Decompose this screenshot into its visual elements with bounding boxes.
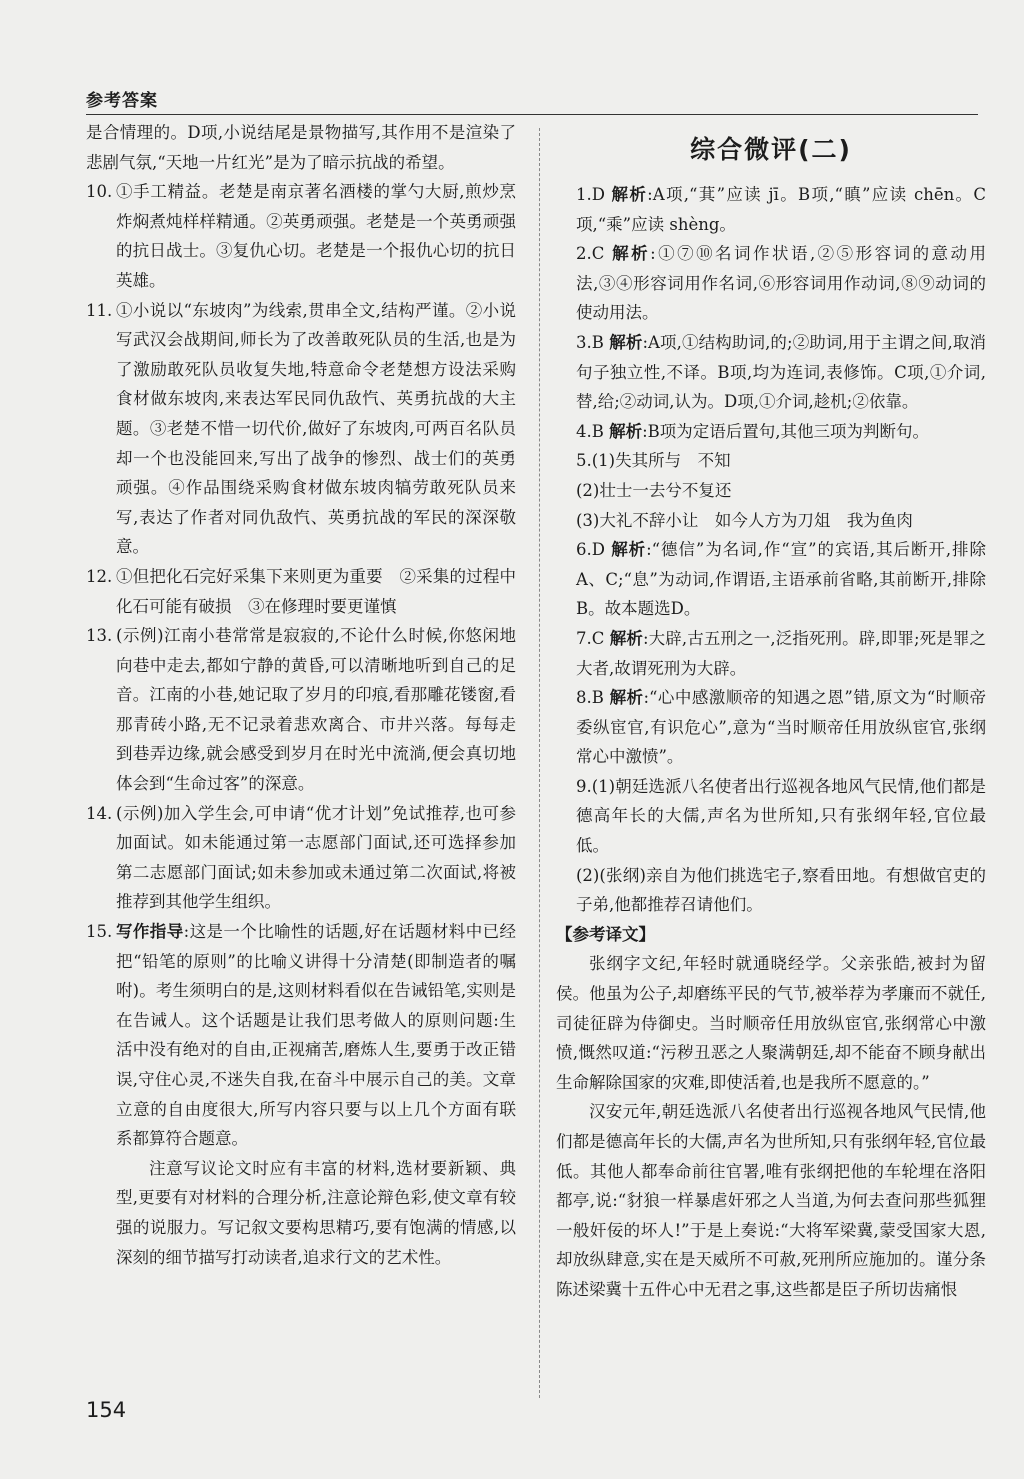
answer-text: :A项,①结构助词,的;②助词,用于主谓之间,取消句子独立性,不译。B项,均为连词,表修饰。C项,①介词,替,给;②动词,认为。D项,①介词,趁机;②依靠。	[576, 332, 987, 412]
answer-text: ①但把化石完好采集下来则更为重要 ②采集的过程中化石可能有破损 ③在修理时要更谨慎	[116, 566, 516, 616]
answer-number: 8.B	[576, 688, 604, 708]
answer-line: (1)朝廷选派八名使者出行巡视各地风气民情,他们都是德高年长的大儒,声名为世所知,只有张纲年轻,官位最低。	[576, 776, 986, 856]
answer-text: :B项为定语后置句,其他三项为判断句。	[642, 421, 930, 441]
answer-text: :①⑦⑩名词作状语,②⑤形容词的意动用法,③④形容词用作名词,⑥形容词用作动词,⑧⑨动词的使动用法。	[576, 244, 987, 323]
answer-7	[556, 624, 986, 683]
answer-5	[556, 446, 986, 535]
answer-continuation: 是合情理的。D项,小说结尾是景物描写,其作用不是渲染了悲剧气氛,“天地一片红光”是为了暗示抗战的希望。	[86, 123, 516, 172]
right-column	[556, 130, 986, 1305]
answer-number: 7.C	[576, 628, 605, 648]
analysis-label: 解析	[612, 244, 651, 264]
answer-number: 1.D	[576, 185, 605, 204]
answer-14	[86, 799, 516, 917]
answer-text: :“德信”为名词,作“宣”的宾语,其后断开,排除A、C;“息”为动词,作谓语,主语承前省略,其前断开,排除B。故本题选D。	[576, 540, 987, 619]
answer-15-extra: 注意写议论文时应有丰富的材料,选材要新颖、典型,更要有对材料的合理分析,注意论辩色彩,使文章有较强的说服力。写记叙文要构思精巧,要有饱满的情感,以深刻的细节描写打动读者,追求行文的艺术性。	[116, 1158, 516, 1267]
answer-text: :这是一个比喻性的话题,好在话题材料中已经把“铅笔的原则”的比喻义讲得十分清楚(即制造者的嘱咐)。考生须明白的是,这则材料看似在告诫铅笔,实则是在告诫人。这个话题是让我们思考做人的原则问题:生活中没有绝对的自由,正视痛苦,磨炼人生,要勇于改正错误,守住心灵,不迷失自我,在奋斗中展示自己的美。文章立意的自由度很大,所写内容只要与以上几个方面有联系都算符合题意。	[116, 922, 517, 1149]
answer-10	[86, 177, 516, 295]
answer-number: 14.	[86, 803, 113, 823]
answer-text: :大辟,古五刑之一,泛指死刑。辟,即罪;死是罪之大者,故谓死刑为大辟。	[576, 628, 987, 678]
answer-9	[556, 772, 986, 920]
analysis-label: 解析	[609, 421, 643, 441]
answer-13	[86, 621, 516, 799]
answer-line: (2)壮士一去兮不复还	[576, 480, 732, 500]
section-title: 综合微评(二)	[690, 135, 852, 164]
answer-line: (3)大礼不辞小让 如今人方为刀俎 我为鱼肉	[576, 510, 913, 530]
answer-text: ①小说以“东坡肉”为线索,贯串全文,结构严谨。②小说写武汉会战期间,师长为了改善敢死队员的生活,也是为了激励敢死队员收复失地,特意命令老楚想方设法采购食材做东坡肉,来表达军民同仇敌忾、英勇抗战的大主题。③老楚不惜一切代价,做好了东坡肉,可两百名队员却一个也没能回来,写出了战争的惨烈、战士们的英勇顽强。④作品围绕采购食材做东坡肉犒劳敢死队员来写,表达了作者对同仇敌忾、英勇抗战的军民的深深敬意。	[116, 300, 516, 557]
answer-4	[556, 417, 986, 447]
answer-number: 4.B	[576, 421, 604, 441]
header-rule	[86, 114, 978, 115]
answer-8	[556, 683, 986, 772]
answer-number: 12.	[86, 566, 113, 586]
answer-1	[556, 180, 986, 239]
answer-number: 10.	[86, 182, 113, 202]
answer-number: 13.	[86, 626, 113, 646]
answer-2	[556, 239, 986, 328]
answer-text: (示例)加入学生会,可申请“优才计划”免试推荐,也可参加面试。如未能通过第一志愿部门面试,还可选择参加第二志愿部门面试;如未参加或未通过第二次面试,将被推荐到其他学生组织。	[116, 803, 516, 912]
answer-3	[556, 328, 986, 417]
page-header: 参考答案	[86, 91, 158, 111]
analysis-label: 解析	[611, 540, 647, 560]
answer-15	[86, 917, 516, 1272]
page-number: 154	[86, 1398, 127, 1422]
answer-text: :A项,“萁”应读 jī。B项,“瞋”应读 chēn。C项,“乘”应读 shèng。	[576, 185, 986, 234]
answer-text: (示例)江南小巷常常是寂寂的,不论什么时候,你悠闲地向巷中走去,都如宁静的黄昏,可以清晰地听到自己的足音。江南的小巷,她记取了岁月的印痕,看那雕花镂窗,看那青砖小路,无不记录着悲欢离合、市井兴落。每每走到巷弄边缘,就会感受到岁月在时光中流淌,便会真切地体会到“生命过客”的深意。	[116, 626, 516, 794]
answer-number: 2.C	[576, 244, 605, 264]
translation-paragraph-1: 张纲字文纪,年轻时就通晓经学。父亲张皓,被封为留侯。他虽为公子,却磨练平民的气节,被举荐为孝廉而不就任,司徒征辟为侍御史。当时顺帝任用放纵宦官,张纲常心中激愤,慨然叹道:“污秽丑恶之人聚满朝廷,却不能奋不顾身献出生命解除国家的灾难,即使活着,也是我所不愿意的。”	[556, 954, 986, 1092]
analysis-label: 解析	[609, 688, 644, 708]
answer-number: 15.	[86, 922, 113, 942]
answer-text: ①手工精益。老楚是南京著名酒楼的掌勺大厨,煎炒烹炸焖煮炖样样精通。②英勇顽强。老楚是一个英勇顽强的抗日战士。③复仇心切。老楚是一个报仇心切的抗日英雄。	[116, 182, 516, 290]
translation-paragraph-2: 汉安元年,朝廷选派八名使者出行巡视各地风气民情,他们都是德高年长的大儒,声名为世所知,只有张纲年轻,官位最低。其他人都奉命前往官署,唯有张纲把他的车轮埋在洛阳都亭,说:“豺狼一样暴虐奸邪之人当道,为何去查问那些狐狸一般奸佞的坏人!”于是上奏说:“大将军梁冀,蒙受国家大恩,却放纵肆意,实在是天威所不可赦,死刑所应施加的。谨分条陈述梁冀十五件心中无君之事,这些都是臣子所切齿痛恨	[556, 1102, 986, 1299]
analysis-label: 解析	[611, 185, 648, 204]
answer-6	[556, 535, 986, 624]
answer-number: 3.B	[576, 332, 604, 352]
translation-heading: 【参考译文】	[556, 924, 655, 944]
answer-line: (1)失其所与 不知	[591, 451, 731, 471]
answer-12	[86, 562, 516, 621]
answer-number: 6.D	[576, 540, 605, 560]
answer-number: 5.	[576, 451, 592, 471]
analysis-label: 解析	[609, 332, 643, 352]
answer-text: :“心中感激顺帝的知遇之恩”错,原文为“时顺帝委纵宦官,有识危心”,意为“当时顺帝任用放纵宦官,张纲常心中激愤”。	[576, 688, 987, 767]
left-column	[86, 118, 516, 1272]
column-divider	[539, 128, 540, 1398]
writing-guide-label: 写作指导	[116, 922, 184, 942]
answer-line: (2)(张纲)亲自为他们挑选宅子,察看田地。有想做官吏的子弟,他都推荐召请他们。	[576, 865, 986, 915]
answer-number: 11.	[86, 300, 113, 320]
analysis-label: 解析	[609, 628, 643, 648]
answer-11	[86, 296, 516, 562]
answer-number: 9.	[576, 776, 592, 796]
